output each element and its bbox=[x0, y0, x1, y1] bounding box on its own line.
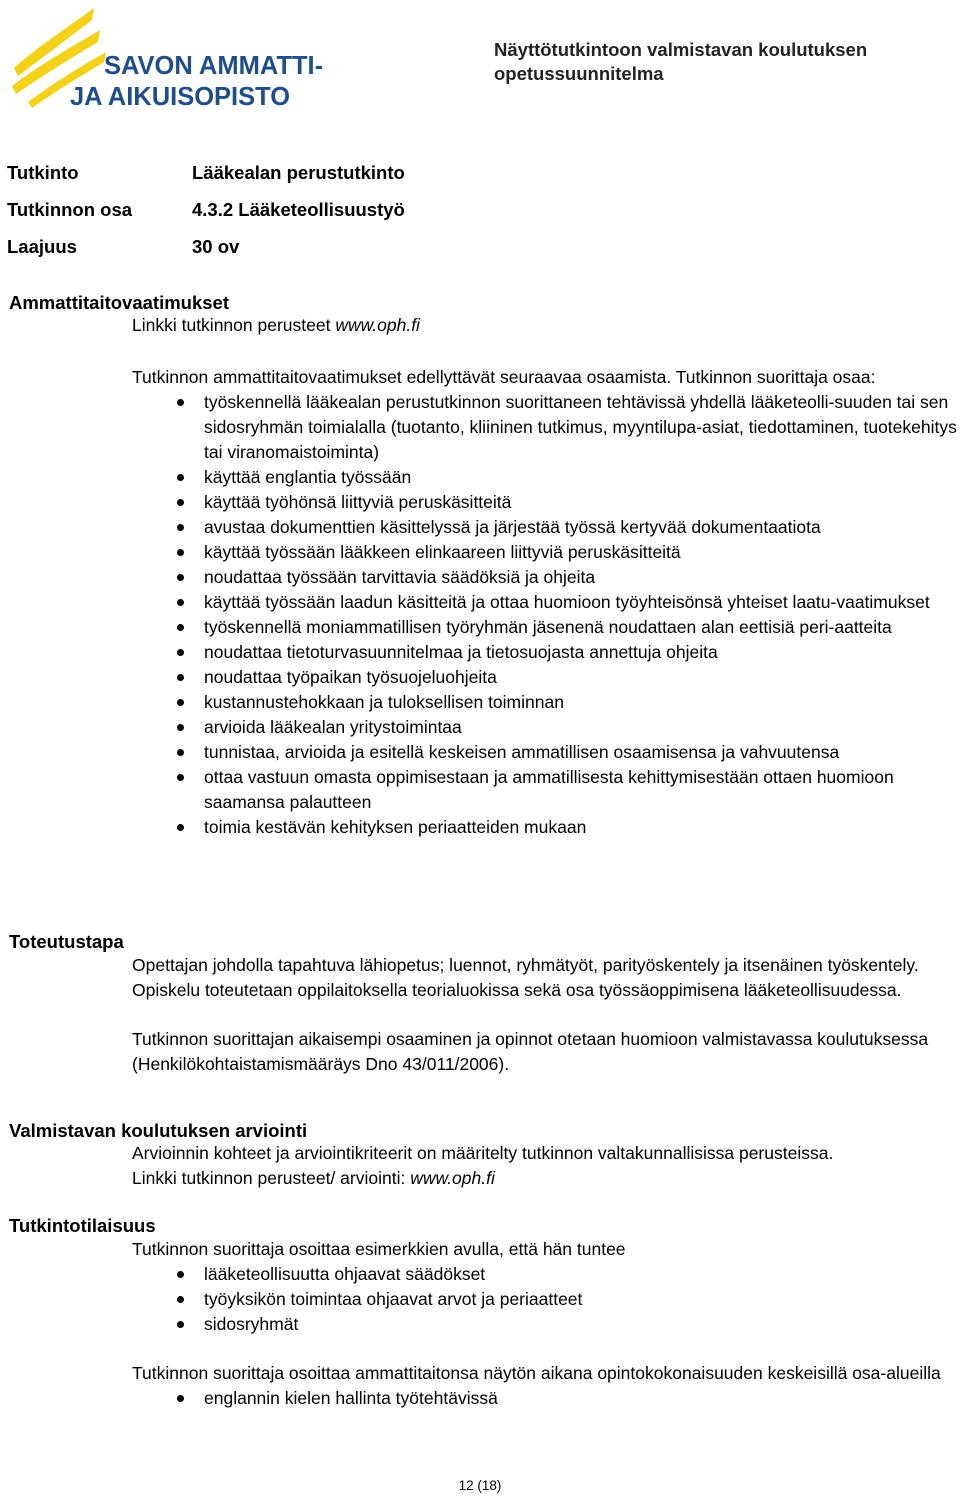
list-item: arvioida lääkealan yritystoimintaa bbox=[132, 715, 958, 740]
list-item: noudattaa työpaikan työsuojeluohjeita bbox=[132, 665, 958, 690]
list-item: työskennellä moniammatillisen työryhmän jäsenenä noudattaen alan eettisiä peri-aatteita bbox=[132, 615, 958, 640]
section-title-tutkintotilaisuus: Tutkintotilaisuus bbox=[9, 1215, 156, 1236]
list-item: kustannustehokkaan ja tuloksellisen toiminnan bbox=[132, 690, 958, 715]
section-arviointi bbox=[132, 1141, 958, 1191]
list-item: käyttää työssään lääkkeen elinkaareen liittyviä peruskäsitteitä bbox=[132, 540, 958, 565]
info-value: 30 ov bbox=[192, 236, 240, 257]
link-label: Linkki tutkinnon perusteet bbox=[132, 315, 336, 335]
list-item: ottaa vastuun omasta oppimisestaan ja ammatillisesta kehittymisestään ottaen huomioon saamansa palautteen bbox=[132, 765, 958, 815]
list-item: käyttää työhönsä liittyviä peruskäsitteitä bbox=[132, 490, 958, 515]
tutkintotilaisuus-list bbox=[132, 1262, 958, 1337]
list-item: käyttää englantia työssään bbox=[132, 465, 958, 490]
logo-swoosh-icon bbox=[8, 6, 348, 110]
section-title-arviointi: Valmistavan koulutuksen arviointi bbox=[9, 1120, 308, 1141]
list-item: toimia kestävän kehityksen periaatteiden mukaan bbox=[132, 815, 958, 840]
toteutustapa-paragraph: Opettajan johdolla tapahtuva lähiopetus; luennot, ryhmätyöt, parityöskentely ja itsenäinen työskentely. Opiskelu toteutetaan oppilaitoksella teorialuokissa sekä osa työssäoppimisena lääketeollisuudessa. bbox=[132, 955, 919, 1000]
tutkintotilaisuus-list bbox=[132, 1386, 958, 1411]
link-label: Linkki tutkinnon perusteet/ arviointi: bbox=[132, 1168, 411, 1188]
list-item: tunnistaa, arvioida ja esitellä keskeisen ammatillisen osaamisensa ja vahvuutensa bbox=[132, 740, 958, 765]
tutkintotilaisuus-intro: Tutkinnon suorittaja osoittaa ammattitaitonsa näytön aikana opintokokonaisuuden keskeisillä osa-alueilla bbox=[132, 1363, 941, 1383]
list-item: noudattaa työssään tarvittavia säädöksiä ja ohjeita bbox=[132, 565, 958, 590]
list-item: avustaa dokumenttien käsittelyssä ja järjestää työssä kertyvää dokumentaatiota bbox=[132, 515, 958, 540]
info-label: Tutkinto bbox=[7, 162, 79, 183]
section-title-toteutustapa: Toteutustapa bbox=[9, 931, 124, 952]
document-title: Näyttötutkintoon valmistavan koulutuksen opetussuunnitelma bbox=[494, 39, 868, 84]
arviointi-paragraph: Arvioinnin kohteet ja arviointikriteerit on määritelty tutkinnon valtakunnallisissa perusteissa. bbox=[132, 1143, 834, 1163]
oph-link[interactable]: www.oph.fi bbox=[410, 1168, 495, 1188]
info-value: 4.3.2 Lääketeollisuustyö bbox=[192, 199, 405, 220]
logo-line1: SAVON AMMATTI- bbox=[104, 52, 324, 80]
list-item: englannin kielen hallinta työtehtävissä bbox=[132, 1386, 958, 1411]
section-tutkintotilaisuus bbox=[132, 1237, 958, 1411]
link-line bbox=[132, 313, 958, 338]
list-item: lääketeollisuutta ohjaavat säädökset bbox=[132, 1262, 958, 1287]
list-item: käyttää työssään laadun käsitteitä ja ottaa huomioon työyhteisönsä yhteiset laatu-vaatimukset bbox=[132, 590, 958, 615]
page-number: 12 (18) bbox=[458, 1478, 502, 1493]
list-item: työyksikön toimintaa ohjaavat arvot ja periaatteet bbox=[132, 1287, 958, 1312]
requirements-list bbox=[132, 390, 958, 840]
link-line bbox=[132, 1166, 958, 1191]
section-toteutustapa bbox=[132, 953, 958, 1077]
oph-link[interactable]: www.oph.fi bbox=[335, 315, 420, 335]
section-ammattitaito bbox=[132, 313, 958, 840]
logo-line2: JA AIKUISOPISTO bbox=[70, 83, 291, 110]
info-value: Lääkealan perustutkinto bbox=[192, 162, 405, 183]
list-item: työskennellä lääkealan perustutkinnon suorittaneen tehtävissä yhdellä lääketeolli-suuden tai sen sidosryhmän toimialalla (tuotanto, kliininen tutkimus, myyntilupa-asiat, tiedottaminen, tuotekehitys tai viranomaistoiminta) bbox=[132, 390, 958, 465]
intro-text: Tutkinnon ammattitaitovaatimukset edellyttävät seuraavaa osaamista. Tutkinnon suorittaja osaa: bbox=[132, 367, 876, 387]
section-title-ammattitaito: Ammattitaitovaatimukset bbox=[9, 292, 230, 313]
info-label: Laajuus bbox=[7, 236, 77, 257]
toteutustapa-paragraph: Tutkinnon suorittajan aikaisempi osaaminen ja opinnot otetaan huomioon valmistavassa koulutuksessa (Henkilökohtaistamismääräys Dno 43/011/2006). bbox=[132, 1029, 929, 1074]
list-item: sidosryhmät bbox=[132, 1312, 958, 1337]
list-item: noudattaa tietoturvasuunnitelmaa ja tietosuojasta annettuja ohjeita bbox=[132, 640, 958, 665]
organization-logo bbox=[8, 6, 348, 110]
tutkintotilaisuus-intro: Tutkinnon suorittaja osoittaa esimerkkien avulla, että hän tuntee bbox=[132, 1239, 626, 1259]
info-label: Tutkinnon osa bbox=[7, 199, 133, 220]
